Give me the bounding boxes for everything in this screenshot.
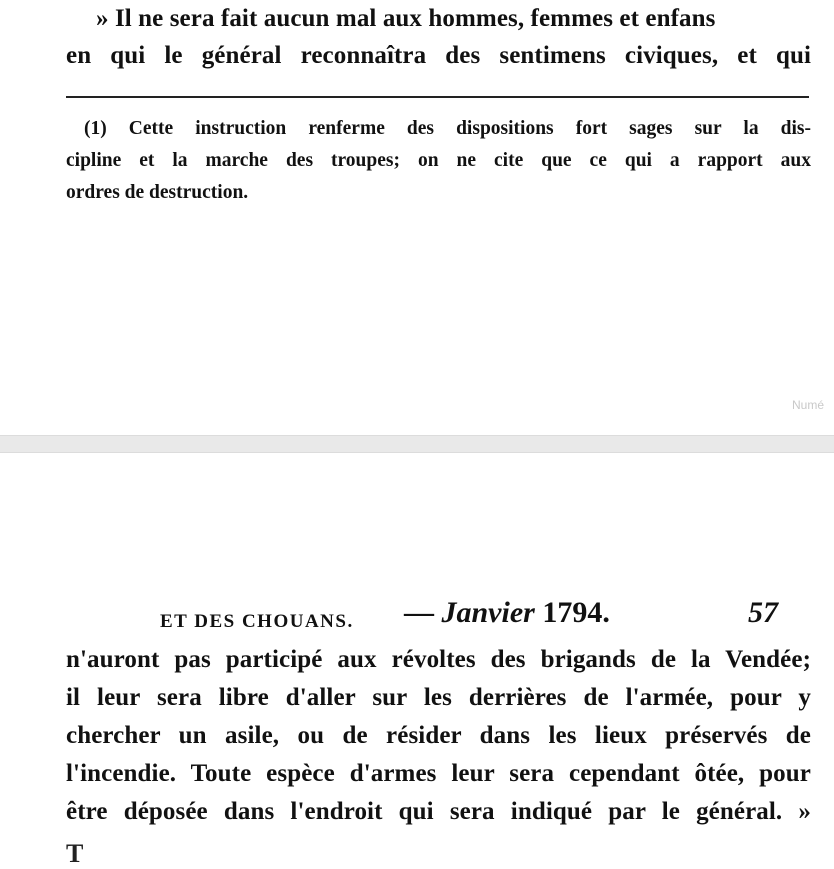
footnote-line-2: cipline et la marche des troupes; on ne cite que ce qui a rapport aux [66,150,811,171]
body-line-3: n'auront pas participé aux révoltes des brigands de la Vendée; [66,646,811,673]
running-head-month: Janvier [441,596,535,629]
body-line-2: en qui le général reconnaîtra des sentimens civiques, et qui [66,42,811,69]
page-number: 57 [748,596,778,629]
body-line-6: l'incendie. Toute espèce d'armes leur sera cependant ôtée, pour [66,760,811,787]
body-line-5: chercher un asile, ou de résider dans les lieux préservés de [66,722,811,749]
cut-off-text: T [66,839,92,868]
running-head-section: ET DES CHOUANS. [160,611,354,632]
watermark: Numé [792,398,825,412]
cut-off-line [66,839,811,868]
running-head-date [404,596,610,630]
body-line-4: il leur sera libre d'aller sur les derrières de l'armée, pour y [66,684,811,711]
footnote-rule [66,96,809,98]
body-line-7: être déposée dans l'endroit qui sera indiqué par le général. » [66,798,811,825]
running-head-dash: — [404,596,434,629]
page-separator [0,435,834,453]
body-line-1: » Il ne sera fait aucun mal aux hommes, femmes et enfans [96,5,716,32]
footnote-line-1: (1) Cette instruction renferme des dispositions fort sages sur la dis- [84,118,811,139]
running-head-year: 1794. [542,596,610,629]
footnote-line-3: ordres de destruction. [66,182,249,203]
running-head [160,596,778,636]
bottom-page [0,453,834,868]
